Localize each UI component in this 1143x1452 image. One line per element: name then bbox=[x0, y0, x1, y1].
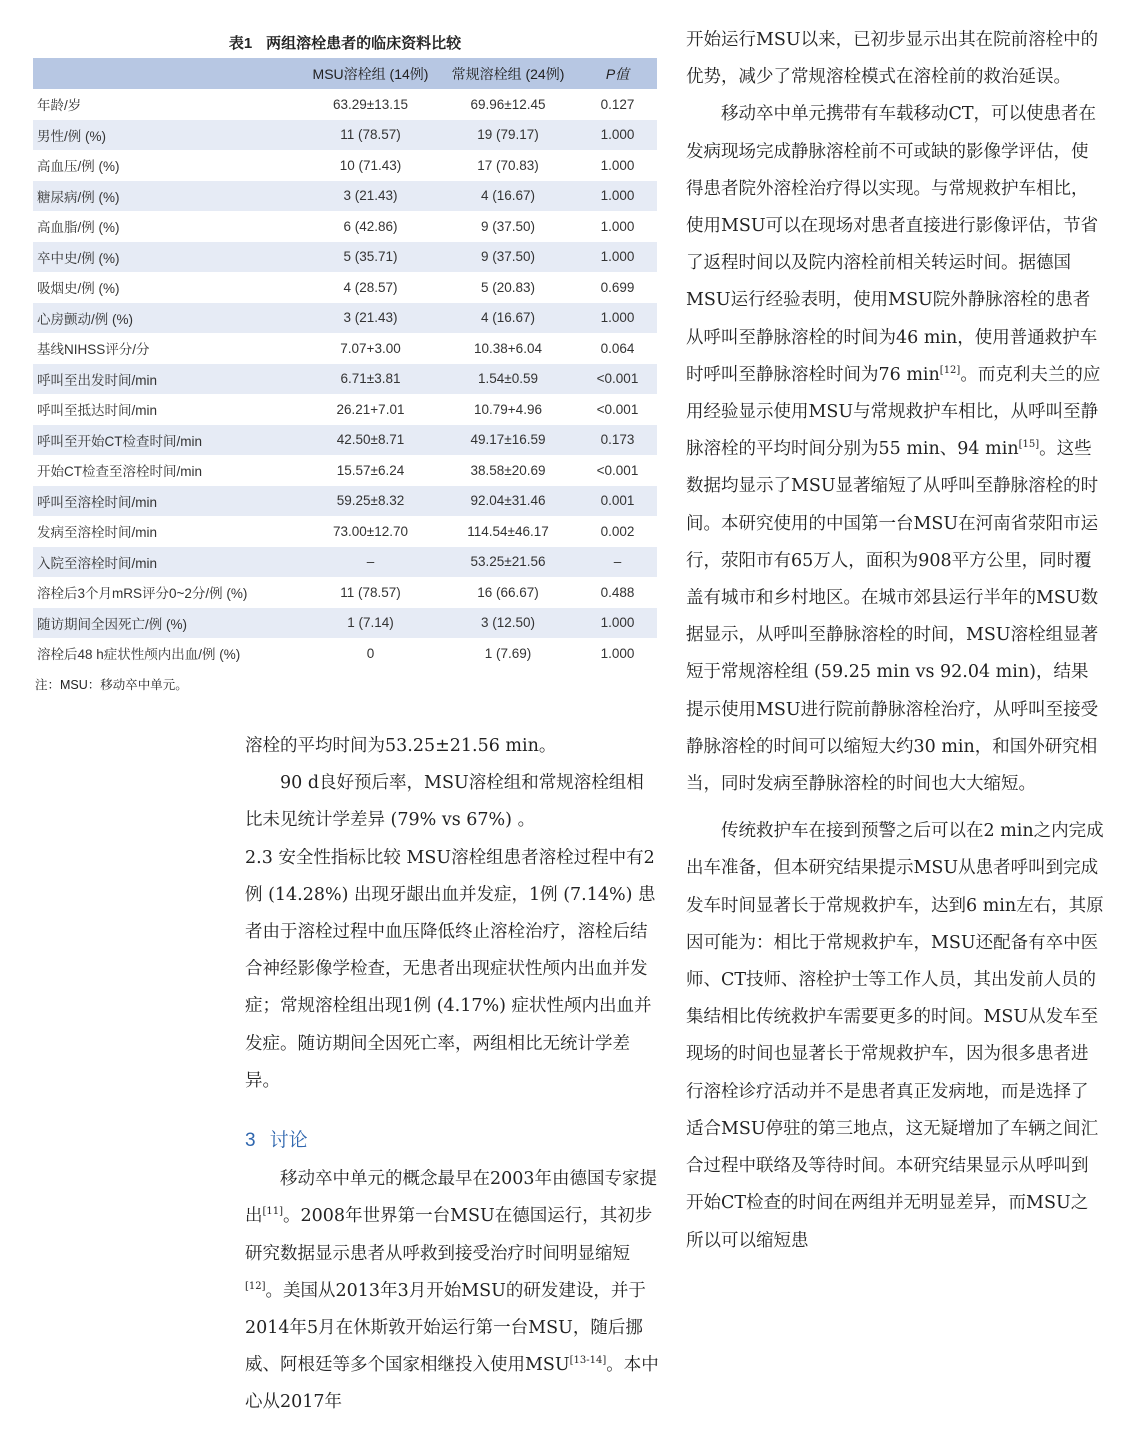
cell-conventional-value: 4 (16.67) bbox=[438, 181, 578, 212]
cell-p-value: 1.000 bbox=[578, 181, 657, 212]
cell-conventional-value: 5 (20.83) bbox=[480, 279, 536, 295]
cell-p-value: 1.000 bbox=[600, 218, 635, 234]
cell-msu-value: 11 (78.57) bbox=[340, 584, 401, 600]
cell-p-value: 0.488 bbox=[600, 584, 635, 600]
table-row bbox=[33, 272, 657, 303]
cell-conventional-value: 4 (16.67) bbox=[438, 303, 578, 334]
table-row bbox=[33, 181, 657, 212]
row-label: 开始CT检查至溶栓时间/min bbox=[37, 464, 202, 480]
table-row bbox=[33, 364, 657, 395]
table-caption bbox=[33, 30, 657, 58]
discussion-paragraph-ambulance: 传统救护车在接到预警之后可以在2 min之内完成出车准备，但本研究结果提示MSU从患者呼叫到完成发车时间显著长于常规救护车，达到6 min左右，其原因可能为：相比于常规救护车，MSU还配备有卒中医师、CT技师、溶栓护士等工作人员，其出发前人员的集结相比传统救护车需要更多的时间。MSU从发车至现场的时间也显著长于常规救护车，因为很多患者进行溶栓诊疗活动并不是患者真正发病地，而是选择了适合MSU停驻的第三地点，这无疑增加了车辆之间汇合过程中联络及等待时间。本研究结果显示从呼叫到开始CT检查的时间在两组并无明显差异，而MSU之所以可以缩短患 bbox=[686, 821, 1104, 1251]
citation-ref: [13-14] bbox=[569, 1355, 607, 1367]
row-label: 年龄/岁 bbox=[37, 98, 82, 114]
text-run: 。美国从2013年3月开始MSU的研发建设，并于2014年5月在休斯敦开始运行第一台MSU，随后挪威、阿根廷等多个国家相继投入使用MSU bbox=[245, 1280, 646, 1376]
cell-conventional-value: 3 (12.50) bbox=[438, 608, 578, 639]
citation-ref: [15] bbox=[1018, 439, 1040, 451]
cell-msu-value: 15.57±6.24 bbox=[336, 462, 405, 478]
row-label: 呼叫至出发时间/min bbox=[33, 364, 303, 395]
discussion-paragraph-history bbox=[245, 1161, 661, 1421]
cell-msu-value: 3 (21.43) bbox=[303, 303, 438, 334]
row-label: 呼叫至开始CT检查时间/min bbox=[33, 425, 303, 456]
text-run: 。而克利夫兰的应用经验显示使用MSU与常规救护车相比，从呼叫至静脉溶栓的平均时间分别为55 min、94 min bbox=[686, 364, 1101, 460]
text-run: 。这些数据均显示了MSU显著缩短了从呼叫至静脉溶栓的时间。本研究使用的中国第一台MSU在河南省荥阳市运行，荥阳市有65万人，面积为908平方公里，同时覆盖有城市和乡村地区。在城市郊县运行半年的MSU数据显示，从呼叫至静脉溶栓的时间，MSU溶栓组显著短于常规溶栓组 (59.25 min vs 92.04 min)，结果提示使用MSU进行院前静脉溶栓治疗，从呼叫至接受静脉溶栓的时间可以缩短大约30 min，和国外研究相当，同时发病至静脉溶栓的时间也大大缩短。 bbox=[686, 439, 1099, 795]
cell-conventional-value: 1 (7.69) bbox=[484, 645, 532, 661]
row-label: 发病至溶栓时间/min bbox=[37, 525, 158, 541]
cell-msu-value: 26.21+7.01 bbox=[336, 401, 405, 417]
cell-p-value: 0.173 bbox=[578, 425, 657, 456]
section-heading-discussion bbox=[245, 1122, 661, 1159]
cell-conventional-value: 1.54±0.59 bbox=[438, 364, 578, 395]
header-msu-group: MSU溶栓组 (14例) bbox=[303, 58, 438, 89]
header-label bbox=[33, 58, 303, 89]
row-label: 基线NIHSS评分/分 bbox=[37, 342, 150, 358]
row-label: 溶栓后3个月mRS评分0~2分/例 (%) bbox=[37, 586, 248, 602]
results-paragraph-safety: 2.3 安全性指标比较 MSU溶栓组患者溶栓过程中有2例 (14.28%) 出现牙龈出血并发症，1例 (7.14%) 患者由于溶栓过程中血压降低终止溶栓治疗，溶栓后结合神经影像学检查，无患者出现症状性颅内出血并发症；常规溶栓组出现1例 (4.17%) 症状性颅内出血并发症。随访期间全因死亡率，两组相比无统计学差异。 bbox=[245, 847, 656, 1091]
row-label: 糖尿病/例 (%) bbox=[33, 181, 303, 212]
cell-p-value: – bbox=[578, 547, 657, 578]
citation-ref: [12] bbox=[245, 1281, 266, 1293]
text-run: 移动卒中单元的概念最早在2003年由德国专家提出 bbox=[245, 1169, 658, 1227]
citation-ref: [11] bbox=[262, 1206, 284, 1218]
cell-conventional-value: 92.04±31.46 bbox=[438, 486, 578, 517]
cell-p-value: <0.001 bbox=[596, 462, 639, 478]
row-label: 吸烟史/例 (%) bbox=[37, 281, 120, 297]
cell-p-value: 1.000 bbox=[578, 242, 657, 273]
table-row bbox=[33, 303, 657, 334]
table-row bbox=[33, 333, 657, 364]
cell-p-value: 1.000 bbox=[578, 608, 657, 639]
cell-conventional-value: 69.96±12.45 bbox=[470, 96, 546, 112]
table-row bbox=[33, 89, 657, 120]
cell-msu-value: 63.29±13.15 bbox=[333, 96, 408, 112]
cell-msu-value: 6.71±3.81 bbox=[303, 364, 438, 395]
row-label: 卒中史/例 (%) bbox=[33, 242, 303, 273]
table-row bbox=[33, 516, 657, 547]
row-label: 随访期间全因死亡/例 (%) bbox=[33, 608, 303, 639]
cell-p-value: 0.002 bbox=[600, 523, 635, 539]
table-row bbox=[33, 242, 657, 273]
table-body bbox=[33, 89, 657, 669]
row-label: 心房颤动/例 (%) bbox=[33, 303, 303, 334]
header-conventional-group: 常规溶栓组 (24例) bbox=[438, 58, 578, 89]
cell-p-value: 1.000 bbox=[578, 120, 657, 151]
row-label: 呼叫至抵达时间/min bbox=[37, 403, 158, 419]
cell-conventional-value: 9 (37.50) bbox=[438, 242, 578, 273]
citation-ref: [12] bbox=[939, 365, 961, 376]
cell-conventional-value: 19 (79.17) bbox=[438, 120, 578, 151]
cell-msu-value: 1 (7.14) bbox=[303, 608, 438, 639]
cell-conventional-value: 17 (70.83) bbox=[477, 157, 539, 173]
cell-conventional-value: 49.17±16.59 bbox=[438, 425, 578, 456]
cell-msu-value: 3 (21.43) bbox=[303, 181, 438, 212]
cell-p-value: <0.001 bbox=[578, 364, 657, 395]
cell-conventional-value: 114.54±46.17 bbox=[467, 523, 549, 539]
cell-p-value: 1.000 bbox=[600, 157, 635, 173]
cell-msu-value: 11 (78.57) bbox=[303, 120, 438, 151]
table-header-row bbox=[33, 58, 657, 89]
cell-p-value: 0.001 bbox=[578, 486, 657, 517]
table-row bbox=[33, 211, 657, 242]
cell-msu-value: 59.25±8.32 bbox=[303, 486, 438, 517]
cell-msu-value: 5 (35.71) bbox=[303, 242, 438, 273]
header-p-value: P值 bbox=[578, 58, 657, 89]
row-label: 高血压/例 (%) bbox=[37, 159, 120, 175]
table-row bbox=[33, 455, 657, 486]
table-row bbox=[33, 638, 657, 669]
cell-conventional-value: 38.58±20.69 bbox=[470, 462, 546, 478]
text-run: 移动卒中单元携带有车载移动CT，可以使患者在发病现场完成静脉溶栓前不可或缺的影像学评估，使得患者院外溶栓治疗得以实现。与常规救护车相比，使用MSU可以在现场对患者直接进行影像评估，节省了返程时间以及院内溶栓前相关转运时间。据德国MSU运行经验表明，使用MSU院外静脉溶栓的患者从呼叫至静脉溶栓的时间为46 min，使用普通救护车时呼叫至静脉溶栓时间为76 min bbox=[686, 104, 1099, 385]
row-label: 呼叫至溶栓时间/min bbox=[33, 486, 303, 517]
cell-msu-value: 7.07+3.00 bbox=[340, 340, 401, 356]
cell-p-value: 1.000 bbox=[600, 645, 635, 661]
cell-msu-value: 42.50±8.71 bbox=[303, 425, 438, 456]
discussion-paragraph-advantage: 开始运行MSU以来，已初步显示出其在院前溶栓中的优势，减少了常规溶栓模式在溶栓前的救治延误。 bbox=[686, 30, 1099, 88]
cell-msu-value: 0 bbox=[366, 645, 375, 661]
cell-conventional-value: 9 (37.50) bbox=[480, 218, 536, 234]
table-row bbox=[33, 425, 657, 456]
cell-msu-value: 4 (28.57) bbox=[343, 279, 398, 295]
table-row bbox=[33, 608, 657, 639]
cell-p-value: <0.001 bbox=[596, 401, 639, 417]
row-label: 溶栓后48 h症状性颅内出血/例 (%) bbox=[37, 647, 241, 663]
right-text-column bbox=[686, 22, 1104, 1260]
row-label: 高血脂/例 (%) bbox=[37, 220, 120, 236]
cell-msu-value: 73.00±12.70 bbox=[333, 523, 408, 539]
results-paragraph-time: 溶栓的平均时间为53.25±21.56 min。 bbox=[245, 736, 557, 756]
cell-msu-value: 6 (42.86) bbox=[343, 218, 398, 234]
table-number: 表1 bbox=[228, 35, 253, 52]
cell-msu-value: 10 (71.43) bbox=[339, 157, 402, 173]
cell-p-value: 0.064 bbox=[600, 340, 635, 356]
text-run: 。本中心从2017年 bbox=[245, 1355, 659, 1413]
cell-p-value: 0.699 bbox=[600, 279, 635, 295]
cell-conventional-value: 10.38+6.04 bbox=[474, 340, 542, 356]
section-title: 讨论 bbox=[269, 1130, 308, 1152]
table-row bbox=[33, 577, 657, 608]
table-row bbox=[33, 150, 657, 181]
section-number: 3 bbox=[245, 1130, 256, 1152]
left-text-column bbox=[245, 728, 661, 1422]
row-label: 入院至溶栓时间/min bbox=[33, 547, 303, 578]
discussion-paragraph-mobile-ct bbox=[686, 96, 1104, 803]
cell-msu-value: – bbox=[303, 547, 438, 578]
table-row bbox=[33, 547, 657, 578]
table-row bbox=[33, 486, 657, 517]
table-title: 两组溶栓患者的临床资料比较 bbox=[266, 35, 462, 52]
clinical-data-table-block bbox=[33, 30, 657, 693]
cell-conventional-value: 16 (66.67) bbox=[477, 584, 539, 600]
cell-conventional-value: 53.25±21.56 bbox=[438, 547, 578, 578]
table-row bbox=[33, 394, 657, 425]
cell-p-value: 0.127 bbox=[600, 96, 635, 112]
cell-conventional-value: 10.79+4.96 bbox=[474, 401, 542, 417]
table-row bbox=[33, 120, 657, 151]
cell-p-value: 1.000 bbox=[578, 303, 657, 334]
clinical-data-table bbox=[33, 58, 657, 669]
row-label: 男性/例 (%) bbox=[33, 120, 303, 151]
table-note: 注：MSU：移动卒中单元。 bbox=[35, 677, 188, 692]
results-paragraph-prognosis: 90 d良好预后率，MSU溶栓组和常规溶栓组相比未见统计学差异 (79% vs 67%) 。 bbox=[245, 773, 644, 831]
text-run: 。2008年世界第一台MSU在德国运行，其初步研究数据显示患者从呼救到接受治疗时间明显缩短 bbox=[245, 1206, 653, 1264]
